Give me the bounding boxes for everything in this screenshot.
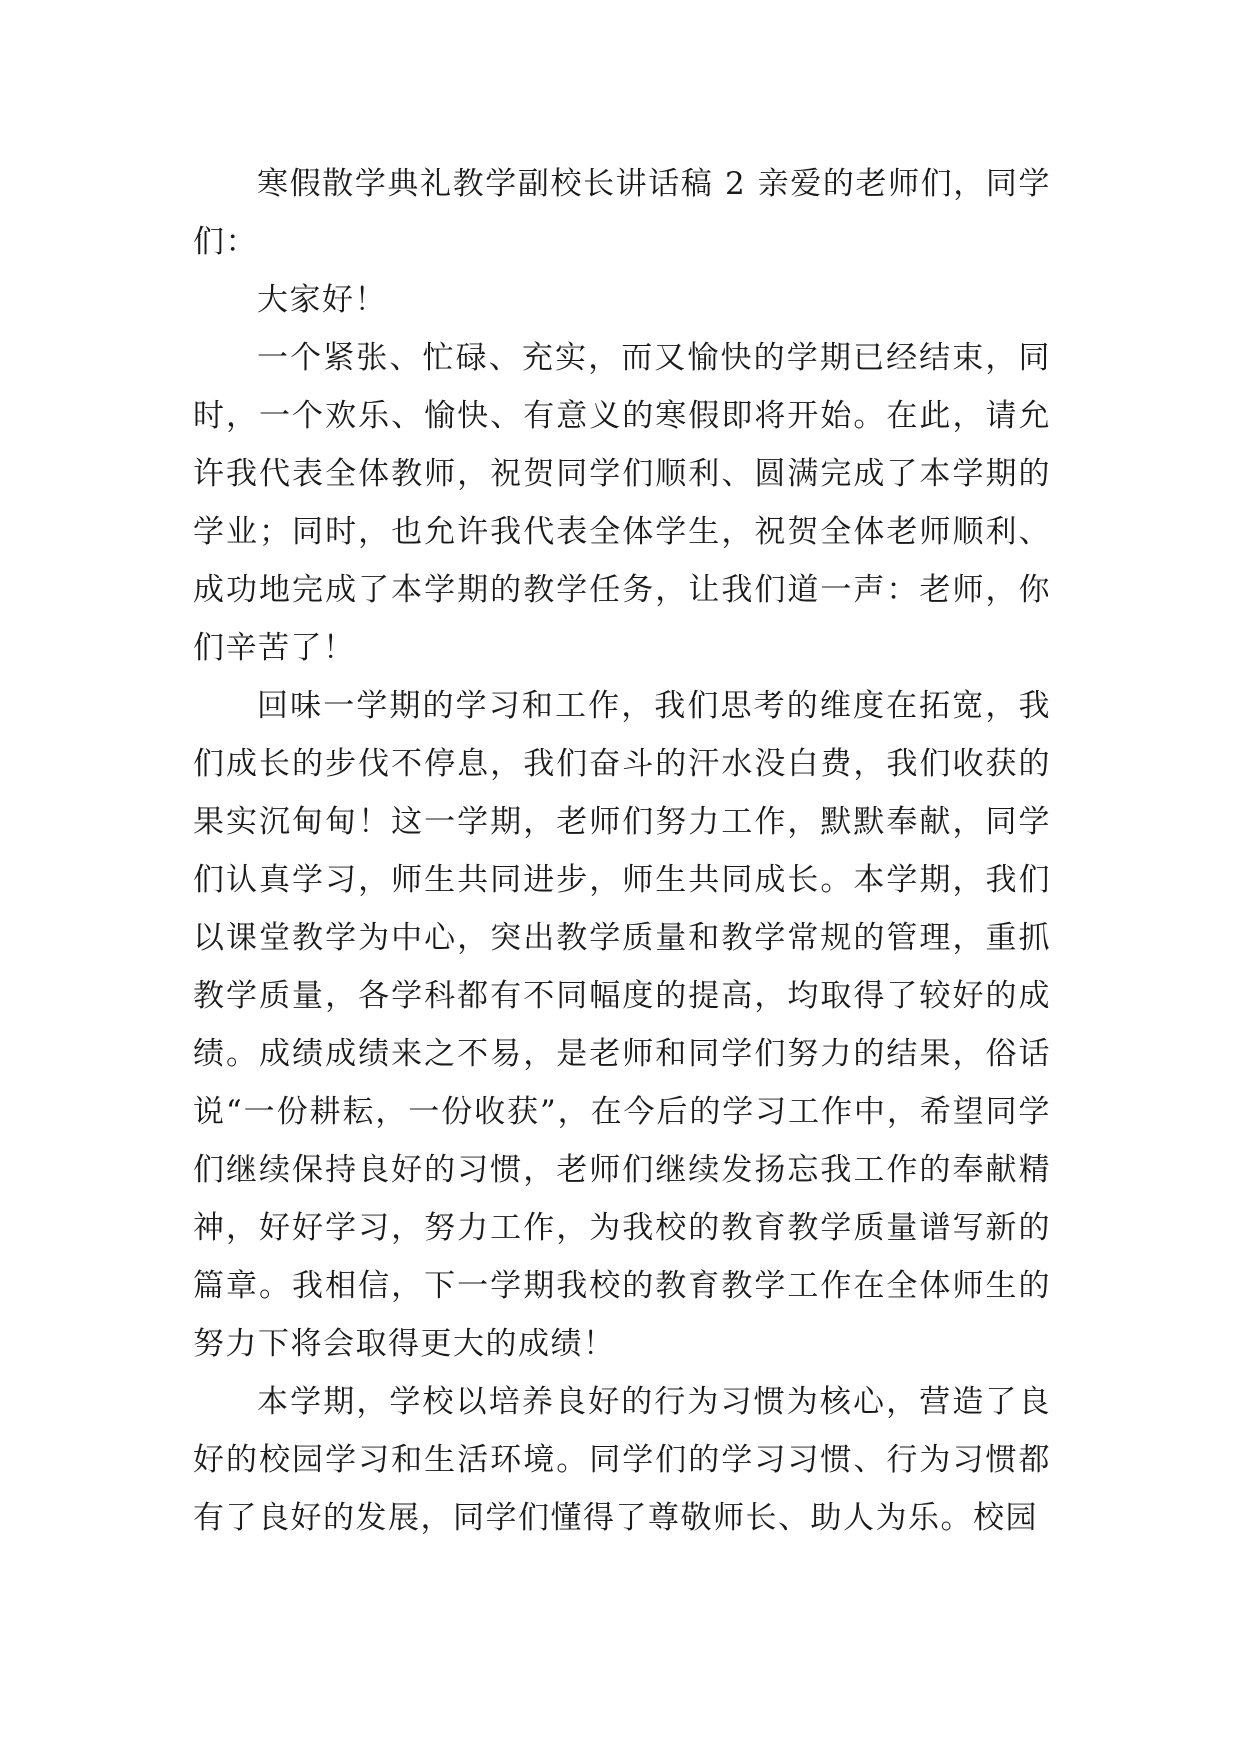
paragraph-title-greeting: 寒假散学典礼教学副校长讲话稿 2 亲爱的老师们，同学们： xyxy=(193,166,1051,260)
document-body xyxy=(193,155,1051,1547)
paragraph-review: 回味一学期的学习和工作，我们思考的维度在拓宽，我们成长的步伐不停息，我们奋斗的汗水没白费，我们收获的果实沉甸甸！这一学期，老师们努力工作，默默奉献，同学们认真学习，师生共同进步，师生共同成长。本学期，我们以课堂教学为中心，突出教学质量和教学常规的管理，重抓教学质量，各学科都有不同幅度的提高，均取得了较好的成绩。成绩成绩来之不易，是老师和同学们努力的结果，俗话说“一份耕耘，一份收获”，在今后的学习工作中，希望同学们继续保持良好的习惯，老师们继续发扬忘我工作的奉献精神，好好学习，努力工作，为我校的教育教学质量谱写新的篇章。我相信，下一学期我校的教育教学工作在全体师生的努力下将会取得更大的成绩！ xyxy=(193,688,1051,1362)
paragraph-hello: 大家好！ xyxy=(257,282,387,318)
paragraph-semester-end: 一个紧张、忙碌、充实，而又愉快的学期已经结束，同时，一个欢乐、愉快、有意义的寒假即将开始。在此，请允许我代表全体教师，祝贺同学们顺利、圆满完成了本学期的学业；同时，也允许我代表全体学生，祝贺全体老师顺利、成功地完成了本学期的教学任务，让我们道一声：老师，你们辛苦了！ xyxy=(193,340,1051,666)
paragraph-habits: 本学期，学校以培养良好的行为习惯为核心，营造了良好的校园学习和生活环境。同学们的学习习惯、行为习惯都有了良好的发展，同学们懂得了尊敬师长、助人为乐。校园 xyxy=(193,1384,1051,1536)
